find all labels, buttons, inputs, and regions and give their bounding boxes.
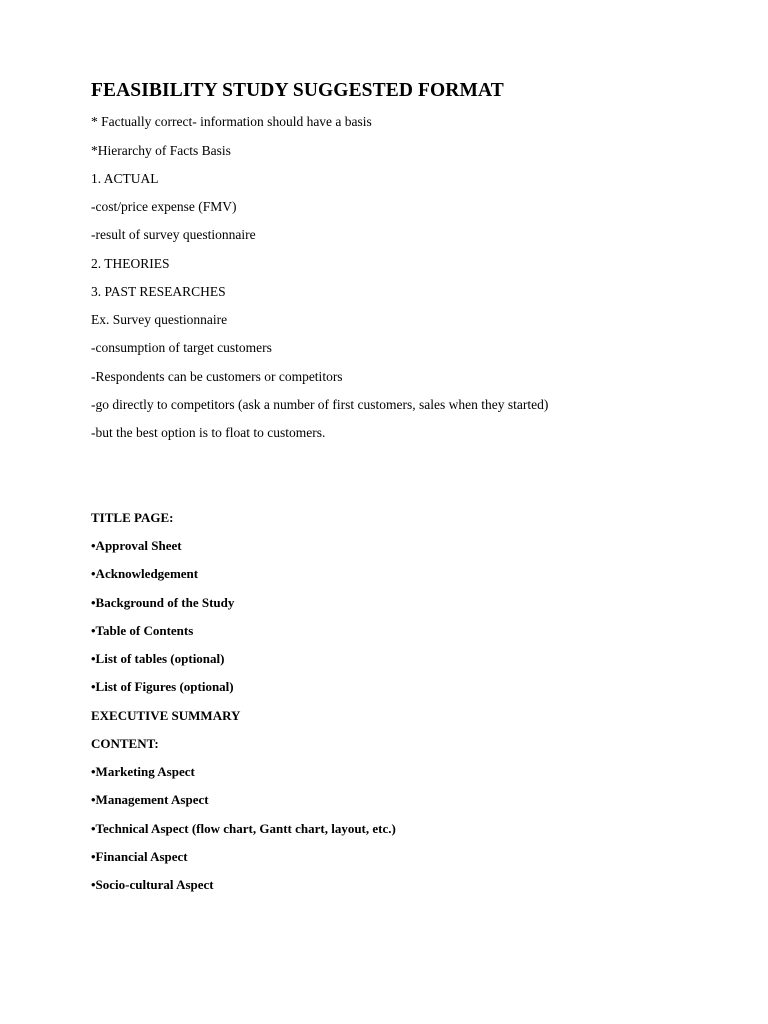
intro-line: * Factually correct- information should have a basis [91, 114, 372, 129]
intro-line: -but the best option is to float to customers. [91, 425, 326, 440]
intro-line: -go directly to competitors (ask a number of first customers, sales when they started) [91, 397, 549, 412]
intro-line: 1. ACTUAL [91, 171, 159, 186]
format-item: •Socio-cultural Aspect [91, 877, 214, 892]
intro-line: 2. THEORIES [91, 256, 170, 271]
format-item: •Background of the Study [91, 595, 235, 610]
format-item: •Technical Aspect (flow chart, Gantt chart, layout, etc.) [91, 821, 396, 836]
format-item: •Table of Contents [91, 623, 194, 638]
format-item: •Approval Sheet [91, 538, 182, 553]
format-item: •List of Figures (optional) [91, 679, 234, 694]
intro-line: 3. PAST RESEARCHES [91, 284, 226, 299]
format-item: •Acknowledgement [91, 566, 199, 581]
intro-line: -Respondents can be customers or competitors [91, 369, 343, 384]
format-item: •Marketing Aspect [91, 764, 195, 779]
intro-line: -consumption of target customers [91, 340, 272, 355]
intro-line: -result of survey questionnaire [91, 227, 256, 242]
format-item: •List of tables (optional) [91, 651, 225, 666]
intro-line: -cost/price expense (FMV) [91, 199, 237, 214]
intro-line: Ex. Survey questionnaire [91, 312, 228, 327]
format-item: •Management Aspect [91, 792, 209, 807]
intro-line: *Hierarchy of Facts Basis [91, 143, 231, 158]
document-title: FEASIBILITY STUDY SUGGESTED FORMAT [91, 80, 504, 101]
section-heading: EXECUTIVE SUMMARY [91, 708, 241, 723]
format-item: •Financial Aspect [91, 849, 188, 864]
section-heading: CONTENT: [91, 736, 159, 751]
section-heading: TITLE PAGE: [91, 510, 174, 525]
